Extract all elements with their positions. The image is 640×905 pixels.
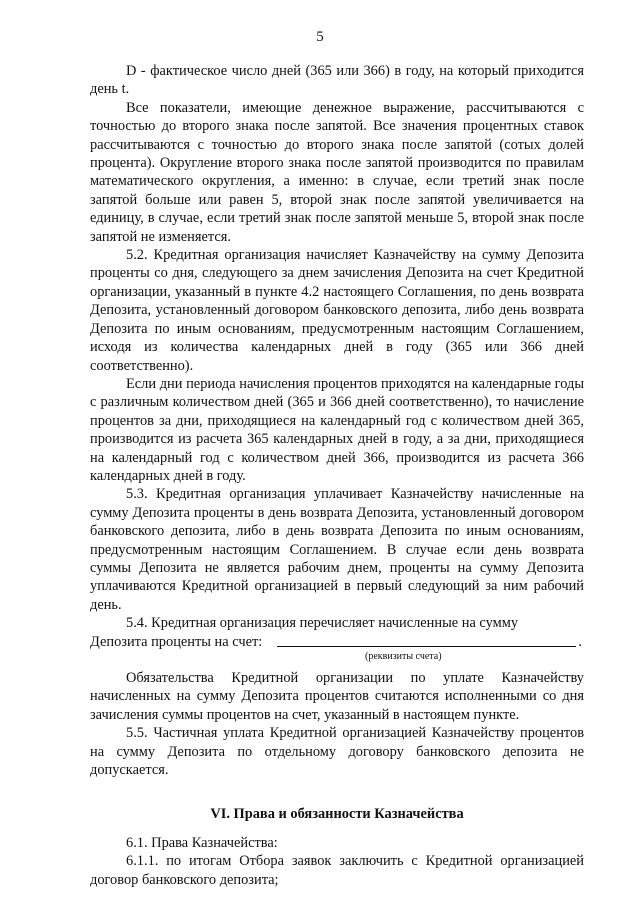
paragraph-obligations: Обязательства Кредитной организации по уплате Казначейству начисленных на сумму Депозита процентов считаются исполненными со дня зачисления суммы процентов на счет, указанный в настоящем пункте. bbox=[90, 670, 584, 723]
document-body bbox=[90, 62, 584, 889]
paragraph-5-5: 5.5. Частичная уплата Кредитной организацией Казначейству процентов на сумму Депозита по отдельному договору банковского депозита не допускается. bbox=[90, 725, 584, 779]
account-line-end: . bbox=[578, 633, 582, 650]
account-details-caption: (реквизиты счета) bbox=[365, 651, 442, 662]
account-details-line bbox=[90, 633, 584, 651]
paragraph-6-1-1: 6.1.1. по итогам Отбора заявок заключить с Кредитной организацией договор банковского депозита; bbox=[90, 853, 584, 888]
section-heading: VI. Права и обязанности Казначейства bbox=[210, 806, 464, 823]
account-line-text: Депозита проценты на счет: bbox=[90, 633, 263, 650]
paragraph-calendar-years: Если дни периода начисления процентов приходятся на календарные годы с различным количеством дней (365 и 366 дней соответственно), то начисление процентов за дни, приходящиеся на календарный год с количеством дней 365, производится из расчета 365 календарных дней в году, а за дни, приходящиеся на календарный год с количеством дней 366, производится из расчета 366 календарных дней в году. bbox=[90, 375, 584, 484]
paragraph-5-4: 5.4. Кредитная организация перечисляет начисленные на сумму bbox=[126, 615, 519, 632]
account-details-blank bbox=[277, 646, 576, 647]
paragraph-5-3: 5.3. Кредитная организация уплачивает Казначейству начисленные на сумму Депозита проценты в день возврата Депозита, установленный договором банковского депозита, либо в день возврата Депозита по иным основаниям, предусмотренным настоящим Соглашением. В случае если день возврата суммы Депозита не является рабочим днем, проценты на сумму Депозита уплачиваются Кредитной организацией в первый следующий за ним рабочий день. bbox=[90, 486, 584, 613]
paragraph-rounding-rules: Все показатели, имеющие денежное выражение, рассчитываются с точностью до второго знака после запятой. Все значения процентных ставок рассчитываются с точностью до второго знака после запятой (сотых долей процента). Округление второго знака после запятой производится по правилам математического округления, а именно: в случае, если третий знак после запятой больше или равен 5, второй знак после запятой увеличивается на единицу, в случае, если третий знак после запятой меньше 5, второй знак после запятой не изменяется. bbox=[90, 99, 584, 245]
page-number: 5 bbox=[316, 29, 324, 45]
paragraph-6-1: 6.1. Права Казначейства: bbox=[126, 834, 278, 851]
paragraph-d-definition: D - фактическое число дней (365 или 366) в году, на который приходится день t. bbox=[90, 63, 584, 98]
paragraph-5-2: 5.2. Кредитная организация начисляет Казначейству на сумму Депозита проценты со дня, следующего за днем зачисления Депозита на счет Кредитной организации, указанный в пункте 4.2 настоящего Соглашения, по день возврата Депозита, установленный договором банковского депозита, либо день возврата Депозита по иным основаниям, предусмотренным настоящим Соглашением, исходя из количества календарных дней в году (365 или 366 дней соответственно). bbox=[90, 247, 584, 374]
